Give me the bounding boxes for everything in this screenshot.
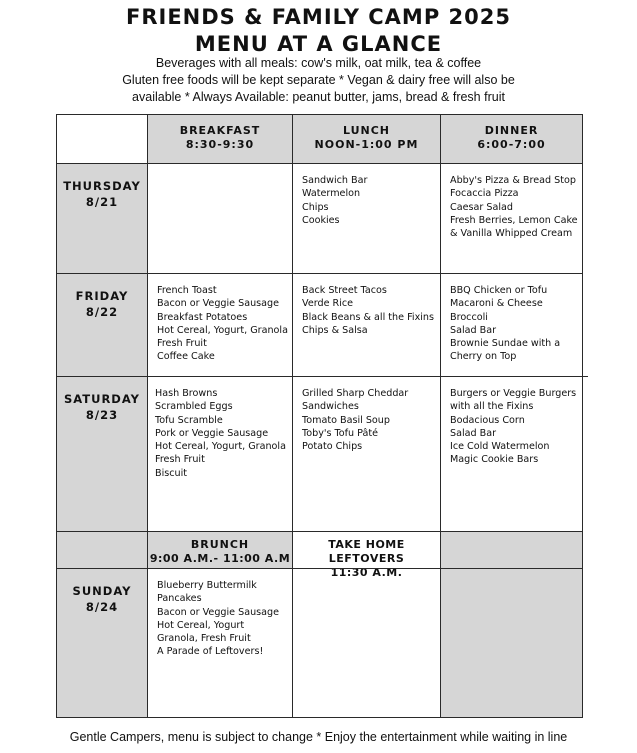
menu-item: Toby's Tofu Pâté: [302, 427, 379, 439]
leftovers-label: TAKE HOME LEFTOVERS: [328, 538, 405, 565]
menu-item: Salad Bar: [450, 324, 497, 336]
lunch-header: [292, 114, 441, 164]
menu-item: Magic Cookie Bars: [450, 454, 539, 466]
day-date: 8/24: [85, 600, 119, 614]
menu-item: Coffee Cake: [157, 351, 215, 363]
menu-item: with all the Fixins: [450, 401, 534, 413]
menu-item: Bacon or Veggie Sausage: [157, 606, 280, 618]
menu-item: Grilled Sharp Cheddar: [302, 388, 409, 399]
day-name: SUNDAY: [72, 584, 132, 598]
menu-item: Granola, Fresh Fruit: [157, 633, 251, 645]
menu-item: Back Street Tacos: [302, 285, 387, 296]
menu-item: Verde Rice: [302, 298, 354, 310]
menu-item: A Parade of Leftovers!: [157, 646, 264, 658]
brunch-header: [147, 531, 293, 569]
dinner-time: 6:00-7:00: [477, 138, 546, 151]
breakfast-header: [147, 114, 293, 164]
day-cell-sunday: [56, 568, 148, 718]
menu-item: Chips & Salsa: [302, 324, 368, 336]
day-cell-friday: [56, 273, 148, 377]
footer-note: Gentle Campers, menu is subject to change * Enjoy the entertainment while waiting in line: [69, 730, 568, 744]
sunday-header-corner: [56, 531, 148, 569]
menu-item: Tomato Basil Soup: [302, 414, 390, 426]
dietary-note-1: Gluten free foods will be kept separate * Vegan & dairy free will also be: [122, 73, 515, 87]
menu-item: Fresh Berries, Lemon Cake: [450, 214, 578, 226]
sunday-header-blank: [440, 531, 583, 569]
day-date: 8/22: [85, 305, 119, 319]
menu-item: Abby's Pizza & Bread Stop: [450, 175, 576, 186]
brunch-label: BRUNCH: [190, 538, 250, 551]
lunch-time: NOON-1:00 PM: [314, 138, 419, 151]
menu-item: Broccoli: [450, 311, 488, 323]
menu-item: Fresh Fruit: [155, 454, 205, 466]
page-title-line-1: FRIENDS & FAMILY CAMP 2025: [126, 5, 511, 29]
menu-item: Watermelon: [302, 188, 361, 200]
menu-item: Caesar Salad: [450, 201, 513, 213]
day-date: 8/23: [85, 408, 119, 422]
lunch-label: LUNCH: [342, 124, 391, 137]
sunday-leftovers: [292, 568, 441, 718]
corner-cell: [56, 114, 148, 164]
friday-lunch: [292, 273, 441, 377]
leftovers-header: [292, 531, 441, 579]
menu-item: Salad Bar: [450, 427, 497, 439]
menu-item: Hash Browns: [155, 388, 218, 399]
friday-breakfast: [147, 273, 293, 377]
menu-item: Burgers or Veggie Burgers: [450, 388, 577, 399]
menu-item: Pancakes: [157, 593, 202, 605]
dinner-header: [440, 114, 583, 164]
day-date: 8/21: [85, 195, 119, 209]
menu-item: Hot Cereal, Yogurt, Granola: [157, 324, 288, 336]
menu-item: Tofu Scramble: [155, 414, 223, 426]
day-name: FRIDAY: [75, 289, 129, 303]
thursday-lunch: [292, 163, 441, 274]
menu-item: French Toast: [157, 285, 217, 296]
menu-item: & Vanilla Whipped Cream: [450, 228, 573, 240]
menu-item: Hot Cereal, Yogurt: [157, 619, 245, 631]
menu-item: Bodacious Corn: [450, 414, 525, 426]
menu-item: Breakfast Potatoes: [157, 311, 248, 323]
menu-item: Scrambled Eggs: [155, 401, 233, 413]
brunch-time: 9:00 A.M.- 11:00 A.M: [149, 552, 291, 565]
menu-item: Black Beans & all the Fixins: [302, 311, 434, 323]
day-cell-saturday: [56, 376, 148, 532]
breakfast-time: 8:30-9:30: [185, 138, 255, 151]
thursday-breakfast: [147, 163, 293, 274]
menu-item: Brownie Sundae with a: [450, 338, 561, 350]
menu-item: BBQ Chicken or Tofu: [450, 285, 548, 296]
menu-item: Hot Cereal, Yogurt, Granola: [155, 441, 286, 453]
menu-item: Biscuit: [155, 467, 188, 479]
menu-item: Chips: [302, 201, 329, 213]
table-rule-extension: [582, 376, 588, 377]
menu-item: Focaccia Pizza: [450, 188, 519, 200]
leftovers-time: 11:30 A.M.: [330, 566, 403, 579]
day-name: SATURDAY: [63, 392, 140, 406]
friday-dinner: [440, 273, 583, 377]
menu-item: Ice Cold Watermelon: [450, 441, 550, 453]
saturday-breakfast: [147, 376, 293, 532]
menu-item: Blueberry Buttermilk: [157, 580, 257, 591]
day-name: THURSDAY: [63, 179, 141, 193]
sunday-blank: [440, 568, 583, 718]
menu-item: Fresh Fruit: [157, 338, 207, 350]
menu-item: Pork or Veggie Sausage: [155, 427, 269, 439]
sunday-brunch: [147, 568, 293, 718]
dinner-label: DINNER: [484, 124, 539, 137]
saturday-lunch: [292, 376, 441, 532]
thursday-dinner: [440, 163, 583, 274]
page-title-line-2: MENU AT A GLANCE: [194, 32, 443, 56]
beverage-note: Beverages with all meals: cow's milk, oat milk, tea & coffee: [155, 56, 482, 70]
menu-item: Cherry on Top: [450, 351, 517, 363]
saturday-dinner: [440, 376, 583, 532]
menu-item: Potato Chips: [302, 441, 363, 453]
breakfast-label: BREAKFAST: [179, 124, 261, 137]
menu-item: Cookies: [302, 214, 340, 226]
day-cell-thursday: [56, 163, 148, 274]
menu-item: Macaroni & Cheese: [450, 298, 543, 310]
menu-item: Bacon or Veggie Sausage: [157, 298, 280, 310]
dietary-note-2: available * Always Available: peanut butter, jams, bread & fresh fruit: [132, 90, 505, 104]
menu-item: Sandwich Bar: [302, 175, 368, 186]
menu-item: Sandwiches: [302, 401, 359, 413]
